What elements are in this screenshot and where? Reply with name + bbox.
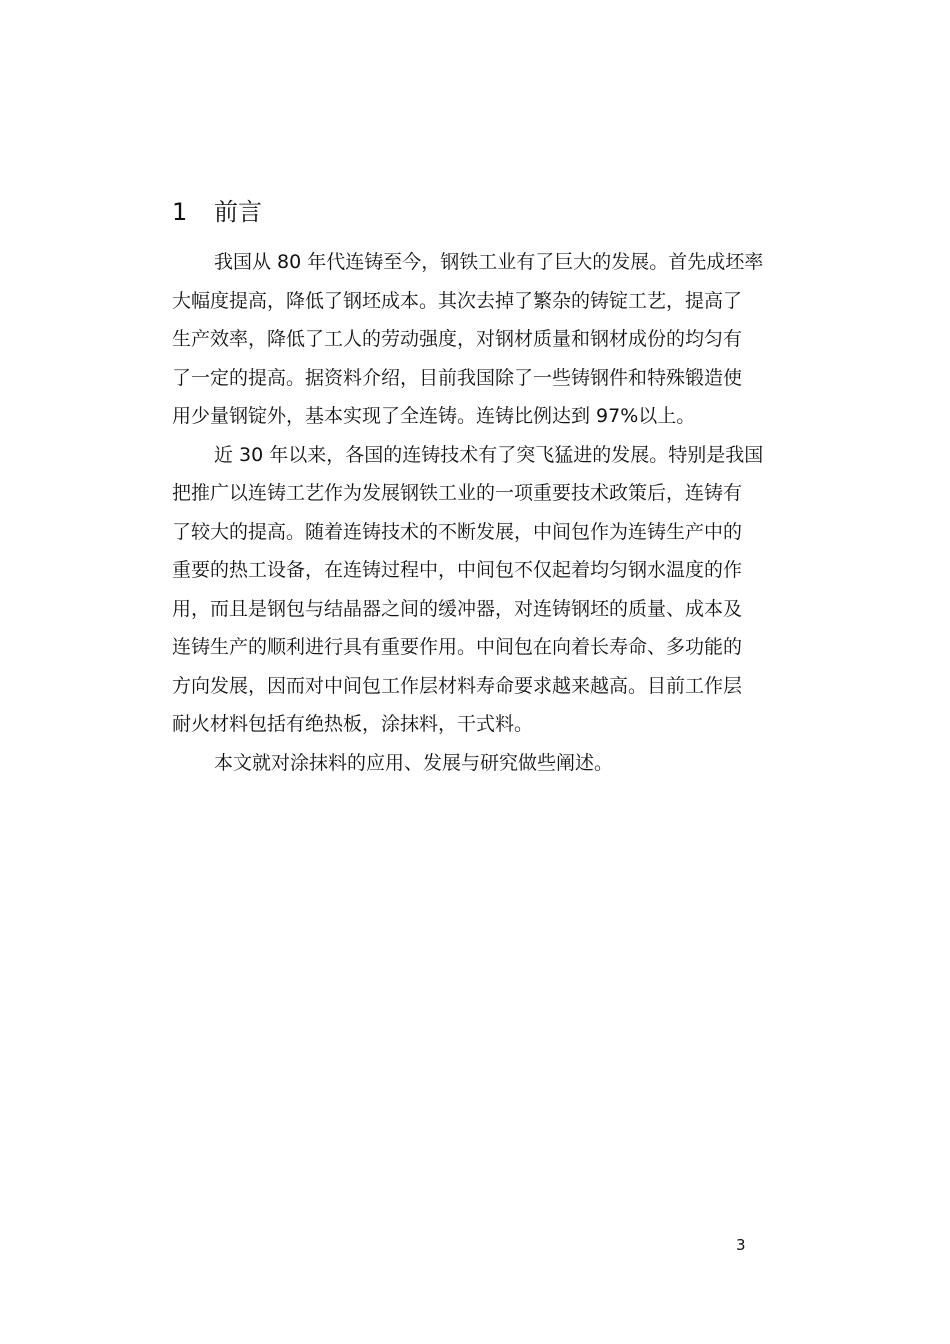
text-line: 我国从 80 年代连铸至今，钢铁工业有了巨大的发展。首先成坯率: [214, 251, 764, 273]
paragraph-2: [172, 436, 802, 744]
text-line: 方向发展，因而对中间包工作层材料寿命要求越来越高。目前工作层: [172, 674, 743, 697]
page-number: 3: [736, 1236, 746, 1254]
paragraph-1: [172, 243, 802, 436]
section-heading: [172, 194, 262, 230]
section-number: 1: [172, 198, 188, 226]
text-line: 近 30 年以来，各国的连铸技术有了突飞猛进的发展。特别是我国: [214, 443, 764, 466]
text-line: 了较大的提高。随着连铸技术的不断发展，中间包作为连铸生产中的: [172, 520, 743, 543]
text-line: 把推广以连铸工艺作为发展钢铁工业的一项重要技术政策后，连铸有: [172, 482, 743, 504]
text-line: 本文就对涂抹料的应用、发展与研究做些阐述。: [214, 751, 614, 774]
section-title: 前言: [214, 198, 262, 226]
text-line: 生产效率，降低了工人的劳动强度，对钢材质量和钢材成份的均匀有: [172, 328, 743, 350]
body-text: [172, 243, 802, 782]
text-line: 了一定的提高。据资料介绍，目前我国除了一些铸钢件和特殊锻造使: [172, 366, 743, 389]
text-line: 耐火材料包括有绝热板，涂抹料，干式料。: [172, 713, 534, 735]
text-line: 用，而且是钢包与结晶器之间的缓冲器，对连铸钢坯的质量、成本及: [172, 597, 743, 620]
paragraph-3: [172, 744, 802, 783]
text-line: 连铸生产的顺利进行具有重要作用。中间包在向着长寿命、多功能的: [172, 636, 743, 658]
text-line: 用少量钢锭外，基本实现了全连铸。连铸比例达到 97%以上。: [172, 405, 696, 427]
text-line: 重要的热工设备，在连铸过程中，中间包不仅起着均匀钢水温度的作: [172, 559, 743, 581]
text-line: 大幅度提高，降低了钢坯成本。其次去掉了繁杂的铸锭工艺，提高了: [172, 289, 743, 312]
